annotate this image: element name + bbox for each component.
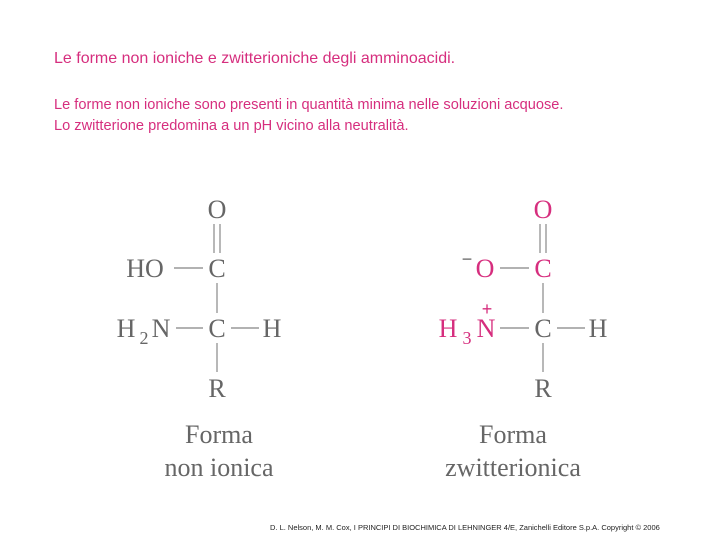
nonionic-amine-nitrogen: N (151, 314, 171, 343)
copyright-credit: D. L. Nelson, M. M. Cox, I PRINCIPI DI BIOCHIMICA DI LEHNINGER 4/E, Zanichelli Editore S.p.A. Copyright © 2006 (270, 523, 660, 532)
nonionic-carboxyl-carbon: C (208, 254, 226, 283)
page-title: Le forme non ioniche e zwitterioniche degli amminoacidi. (54, 50, 456, 67)
zwitterion-amine-nitrogen: N (476, 314, 496, 343)
zwitterion-amine-subscript: 3 (462, 328, 472, 348)
zwitterion-carbonyl-oxygen: O (533, 195, 553, 224)
nonionic-caption-line-1: Forma (185, 420, 253, 449)
zwitterion-amine-hydrogen: H (438, 314, 458, 343)
nonionic-alpha-carbon: C (208, 314, 226, 343)
zwitterion-carboxylate-oxygen: O (475, 254, 495, 283)
subtitle-line-2: Lo zwitterione predomina a un pH vicino alla neutralità. (54, 118, 409, 134)
nonionic-side-chain: R (208, 374, 226, 403)
nonionic-amine-hydrogen: H (116, 314, 136, 343)
nonionic-carbonyl-oxygen: O (207, 195, 227, 224)
nonionic-hydroxyl: HO (126, 254, 164, 283)
zwitterion-positive-charge: + (481, 299, 493, 319)
zwitterion-alpha-carbon: C (534, 314, 552, 343)
zwitterion-caption-line-1: Forma (479, 420, 547, 449)
nonionic-alpha-hydrogen: H (262, 314, 282, 343)
nonionic-structure (117, 195, 282, 482)
nonionic-caption-line-2: non ionica (164, 453, 274, 482)
zwitterion-negative-charge: − (461, 249, 473, 269)
zwitterion-carboxyl-carbon: C (534, 254, 552, 283)
zwitterion-alpha-hydrogen: H (588, 314, 608, 343)
zwitterion-structure (439, 195, 608, 482)
zwitterion-caption-line-2: zwitterionica (445, 453, 581, 482)
subtitle-line-1: Le forme non ioniche sono presenti in quantità minima nelle soluzioni acquose. (54, 97, 564, 113)
zwitterion-side-chain: R (534, 374, 552, 403)
nonionic-amine-subscript: 2 (139, 328, 149, 348)
